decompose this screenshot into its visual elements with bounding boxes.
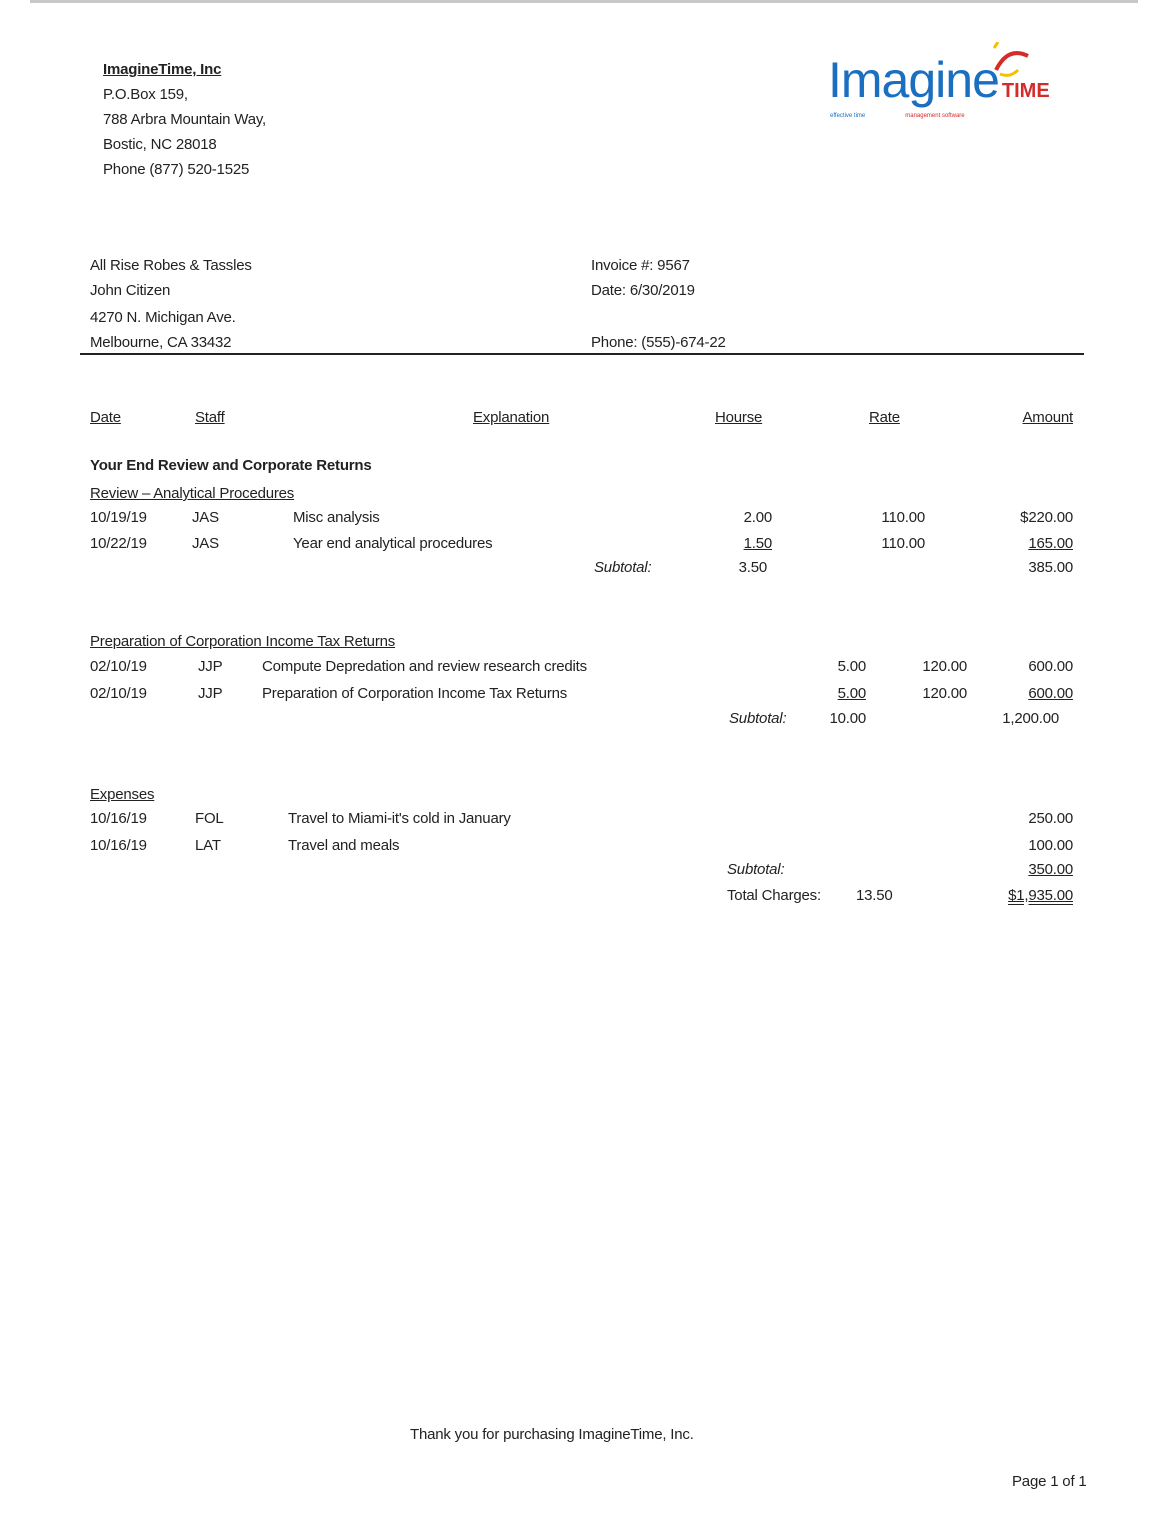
company-address-line: Bostic, NC 28018 bbox=[103, 136, 217, 153]
row-amount: 600.00 bbox=[1028, 685, 1073, 702]
company-address-line: P.O.Box 159, bbox=[103, 86, 188, 103]
logo-taglines bbox=[830, 112, 965, 120]
row-date: 10/19/19 bbox=[90, 509, 147, 526]
row-date: 10/16/19 bbox=[90, 837, 147, 854]
row-explanation: Year end analytical procedures bbox=[293, 535, 493, 552]
row-staff: JJP bbox=[198, 685, 223, 702]
invoice-number: Invoice #: 9567 bbox=[591, 257, 690, 274]
invoice-phone: Phone: (555)-674-22 bbox=[591, 334, 726, 351]
row-amount: 250.00 bbox=[1028, 810, 1073, 827]
row-hours: 1.50 bbox=[743, 535, 772, 552]
subtotal-amount: 1,200.00 bbox=[1002, 710, 1059, 727]
imaginetime-logo bbox=[828, 42, 1068, 127]
logo-tagline: management software bbox=[905, 113, 965, 119]
client-contact: John Citizen bbox=[90, 282, 171, 299]
row-staff: JAS bbox=[192, 535, 219, 552]
row-date: 10/22/19 bbox=[90, 535, 147, 552]
column-header-rate: Rate bbox=[869, 409, 900, 426]
subtotal-hours: 3.50 bbox=[738, 559, 767, 576]
column-header-hours: Hourse bbox=[715, 409, 763, 426]
row-explanation: Compute Depredation and review research credits bbox=[262, 658, 587, 675]
subtotal-amount: 385.00 bbox=[1028, 559, 1073, 576]
row-staff: JAS bbox=[192, 509, 219, 526]
section-title: Expenses bbox=[90, 786, 155, 803]
row-rate: 110.00 bbox=[881, 509, 925, 526]
total-amount: $1,935.00 bbox=[1008, 887, 1073, 904]
row-staff: JJP bbox=[198, 658, 223, 675]
row-rate: 110.00 bbox=[881, 535, 925, 552]
page-number: Page 1 of 1 bbox=[1012, 1473, 1087, 1490]
row-hours: 2.00 bbox=[743, 509, 772, 526]
header-divider bbox=[80, 353, 1084, 355]
client-name: All Rise Robes & Tassles bbox=[90, 257, 252, 274]
client-address: 4270 N. Michigan Ave. bbox=[90, 309, 236, 326]
section-title: Preparation of Corporation Income Tax Returns bbox=[90, 633, 396, 650]
logo-wordmark bbox=[828, 52, 1050, 108]
footer-thanks: Thank you for purchasing ImagineTime, Inc. bbox=[410, 1426, 694, 1443]
row-rate: 120.00 bbox=[922, 658, 967, 675]
row-date: 02/10/19 bbox=[90, 658, 147, 675]
subtotal-hours: 10.00 bbox=[829, 710, 866, 727]
group-title: Your End Review and Corporate Returns bbox=[90, 457, 372, 474]
company-phone: Phone (877) 520-1525 bbox=[103, 161, 250, 178]
row-staff: FOL bbox=[195, 810, 224, 827]
page-top-border bbox=[30, 0, 1138, 3]
column-header-date: Date bbox=[90, 409, 121, 426]
column-header-explanation: Explanation bbox=[473, 409, 550, 426]
row-hours: 5.00 bbox=[837, 685, 866, 702]
total-label: Total Charges: bbox=[727, 887, 821, 904]
row-amount: 100.00 bbox=[1028, 837, 1073, 854]
row-amount: 165.00 bbox=[1028, 535, 1073, 552]
row-amount: $220.00 bbox=[1020, 509, 1073, 526]
column-header-staff: Staff bbox=[195, 409, 225, 426]
subtotal-label: Subtotal: bbox=[729, 710, 787, 727]
logo-accent: TIME bbox=[1001, 80, 1050, 102]
logo-text: Imagine bbox=[828, 52, 999, 108]
column-header-amount: Amount bbox=[1022, 409, 1073, 426]
company-name: ImagineTime, Inc bbox=[103, 61, 222, 78]
row-date: 10/16/19 bbox=[90, 810, 147, 827]
company-address-line: 788 Arbra Mountain Way, bbox=[103, 111, 266, 128]
section-title: Review – Analytical Procedures bbox=[90, 485, 295, 502]
subtotal-amount: 350.00 bbox=[1028, 861, 1073, 878]
subtotal-label: Subtotal: bbox=[727, 861, 785, 878]
row-staff: LAT bbox=[195, 837, 221, 854]
logo-tagline: effective time bbox=[830, 113, 866, 119]
row-amount: 600.00 bbox=[1028, 658, 1073, 675]
client-city: Melbourne, CA 33432 bbox=[90, 334, 232, 351]
row-hours: 5.00 bbox=[837, 658, 866, 675]
subtotal-label: Subtotal: bbox=[594, 559, 652, 576]
row-rate: 120.00 bbox=[922, 685, 967, 702]
row-explanation: Misc analysis bbox=[293, 509, 380, 526]
row-explanation: Travel and meals bbox=[288, 837, 400, 854]
total-hours: 13.50 bbox=[856, 887, 893, 904]
row-explanation: Preparation of Corporation Income Tax Returns bbox=[262, 685, 568, 702]
row-explanation: Travel to Miami-it's cold in January bbox=[288, 810, 511, 827]
row-date: 02/10/19 bbox=[90, 685, 147, 702]
invoice-date: Date: 6/30/2019 bbox=[591, 282, 695, 299]
